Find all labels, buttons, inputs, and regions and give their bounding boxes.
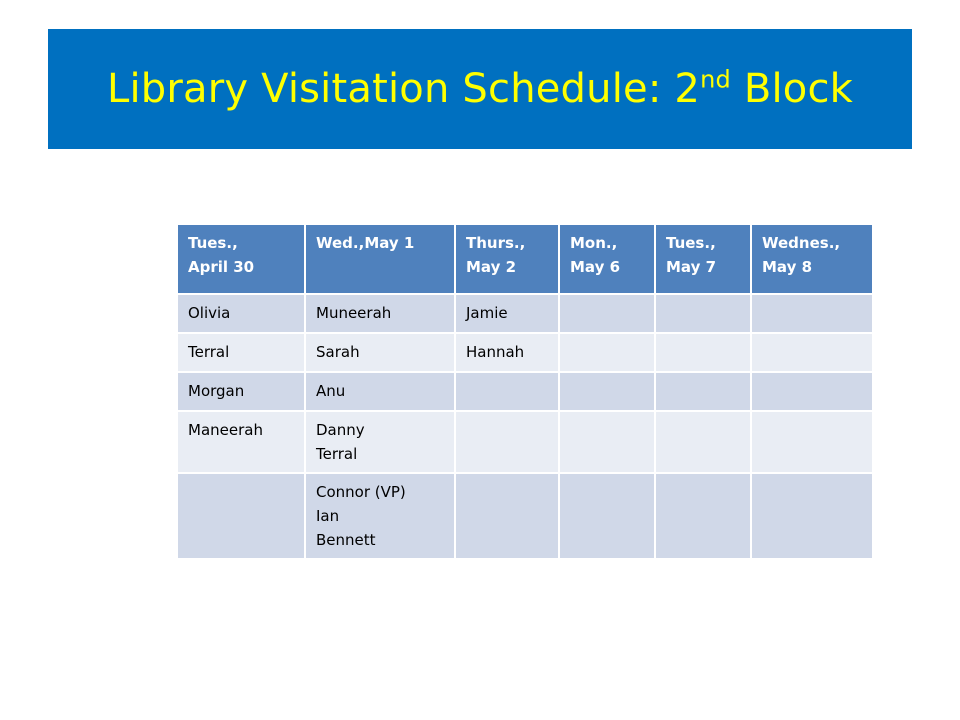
table-cell [559, 333, 655, 372]
table-cell [655, 294, 751, 333]
table-cell [559, 473, 655, 559]
header-cell-mon-may-6: Mon., May 6 [559, 224, 655, 294]
header-cell-tues-april-30: Tues., April 30 [177, 224, 305, 294]
table-cell [177, 473, 305, 559]
table-cell [559, 294, 655, 333]
table-cell [655, 372, 751, 411]
table-cell [751, 473, 873, 559]
title-end: Block [730, 66, 854, 112]
table-cell [455, 372, 559, 411]
table-row [177, 411, 873, 473]
table-cell [655, 411, 751, 473]
header-cell-wednes-may-8: Wednes., May 8 [751, 224, 873, 294]
table-cell: Muneerah [305, 294, 455, 333]
header-cell-thurs-may-2: Thurs., May 2 [455, 224, 559, 294]
table-cell [455, 473, 559, 559]
table-cell [559, 411, 655, 473]
schedule-table [176, 223, 874, 560]
slide-title [107, 66, 853, 112]
table-cell: Morgan [177, 372, 305, 411]
table-cell: Terral [177, 333, 305, 372]
table-cell: Anu [305, 372, 455, 411]
table-cell [455, 411, 559, 473]
table-cell: Hannah [455, 333, 559, 372]
header-row [177, 224, 873, 294]
table-cell [655, 333, 751, 372]
table-row [177, 333, 873, 372]
table-row [177, 294, 873, 333]
title-main: Library Visitation Schedule: 2 [106, 66, 701, 112]
table-cell [751, 333, 873, 372]
header-cell-tues-may-7: Tues., May 7 [655, 224, 751, 294]
table-cell: Danny Terral [305, 411, 455, 473]
table-cell [655, 473, 751, 559]
header-cell-wed-may-1: Wed.,May 1 [305, 224, 455, 294]
table-cell [751, 294, 873, 333]
title-banner [48, 29, 912, 149]
table-cell: Jamie [455, 294, 559, 333]
table-cell: Connor (VP) Ian Bennett [305, 473, 455, 559]
table-cell [751, 411, 873, 473]
table-cell: Sarah [305, 333, 455, 372]
table-cell: Olivia [177, 294, 305, 333]
table-row [177, 473, 873, 559]
table-cell [751, 372, 873, 411]
title-superscript: nd [700, 65, 731, 94]
table-cell: Maneerah [177, 411, 305, 473]
table-row [177, 372, 873, 411]
table-cell [559, 372, 655, 411]
